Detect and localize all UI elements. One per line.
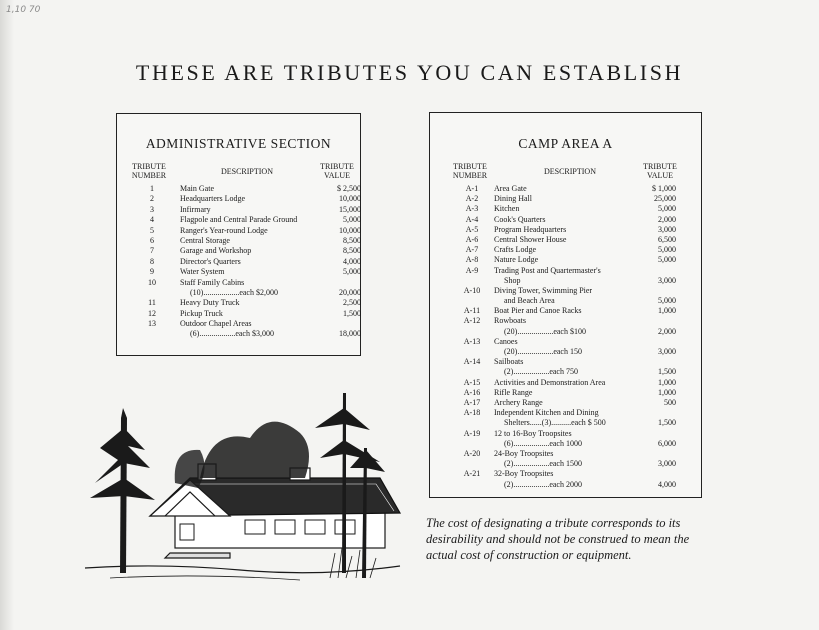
tribute-value: 3,000 <box>658 459 676 469</box>
camp-area-a-table <box>429 112 702 498</box>
tribute-value: 3,000 <box>658 275 676 285</box>
tribute-value: 5,000 <box>658 204 676 214</box>
tribute-description-detail: (20)..................each $100 <box>504 326 586 336</box>
tribute-description: Pickup Truck <box>180 308 223 318</box>
tribute-description-detail: and Beach Area <box>504 296 555 306</box>
tribute-number: 11 <box>148 298 156 308</box>
tribute-number: A-11 <box>463 306 481 316</box>
table-row <box>430 357 701 377</box>
tribute-value: 1,500 <box>343 308 361 318</box>
tribute-description: Trading Post and Quartermaster's <box>494 265 601 275</box>
tribute-description: Flagpole and Central Parade Ground <box>180 215 298 225</box>
tribute-number: A-7 <box>465 245 479 255</box>
table-row <box>430 286 701 306</box>
table-row <box>117 278 360 299</box>
administrative-column-headers <box>117 162 360 184</box>
tribute-description: Infirmary <box>180 204 211 214</box>
administrative-section-table <box>116 113 361 356</box>
tribute-number: 3 <box>150 204 154 214</box>
table-row <box>430 337 701 357</box>
table-row <box>430 255 701 265</box>
page-headline: THESE ARE TRIBUTES YOU CAN ESTABLISH <box>135 60 684 85</box>
tribute-number: A-14 <box>463 357 481 367</box>
tribute-description: Sailboats <box>494 357 524 367</box>
tribute-number: 9 <box>150 267 154 277</box>
table-row <box>430 316 701 336</box>
description-header: DESCRIPTION <box>543 167 596 176</box>
table-row <box>117 319 360 340</box>
tribute-description: Ranger's Year-round Lodge <box>180 225 268 235</box>
table-row <box>430 429 701 449</box>
tribute-value: 1,000 <box>658 306 676 316</box>
tribute-description: Rifle Range <box>494 387 533 397</box>
table-row <box>430 469 701 489</box>
tribute-value: 6,000 <box>658 438 676 448</box>
tribute-description: Headquarters Lodge <box>180 194 246 204</box>
tribute-description: Central Storage <box>180 235 230 245</box>
tribute-number: A-2 <box>465 194 479 204</box>
table-row <box>117 298 360 308</box>
table-row <box>430 398 701 408</box>
tribute-number: 10 <box>148 277 156 287</box>
tribute-description: Nature Lodge <box>494 255 539 265</box>
table-row <box>430 204 701 214</box>
table-row <box>117 267 360 277</box>
table-row <box>430 194 701 204</box>
table-row <box>430 388 701 398</box>
tribute-number: 8 <box>150 256 154 266</box>
tribute-value: 2,500 <box>343 298 361 308</box>
camp-area-a-title: CAMP AREA A <box>518 136 613 151</box>
tribute-description: Garage and Workshop <box>180 246 252 256</box>
tribute-value: $ 1,000 <box>652 184 676 193</box>
administrative-section-title: ADMINISTRATIVE SECTION <box>145 136 332 151</box>
table-row <box>117 236 360 246</box>
tribute-number: A-17 <box>463 398 481 408</box>
tribute-number: A-20 <box>463 448 481 458</box>
tribute-number: A-9 <box>465 265 479 275</box>
tribute-description: Outdoor Chapel Areas <box>180 319 252 329</box>
tribute-value: 25,000 <box>654 194 676 204</box>
tribute-description-detail: (6)..................each 1000 <box>504 438 582 448</box>
tribute-number: A-8 <box>465 255 479 265</box>
tribute-value: $ 2,500 <box>337 184 361 193</box>
tribute-value: 5,000 <box>343 267 361 277</box>
tribute-number: 5 <box>150 225 154 235</box>
table-row <box>117 257 360 267</box>
table-row <box>430 184 701 194</box>
tribute-number: 6 <box>150 235 154 245</box>
tribute-number: A-1 <box>465 184 479 193</box>
tribute-number: 2 <box>150 194 154 204</box>
tribute-description-detail: Shop <box>504 275 521 285</box>
tribute-description: Dining Hall <box>494 194 532 204</box>
table-row <box>430 408 701 428</box>
tribute-description: 24-Boy Troopsites <box>494 448 554 458</box>
tribute-number: 7 <box>150 246 154 256</box>
tribute-description: Activities and Demonstration Area <box>494 377 606 387</box>
tribute-description: Central Shower House <box>494 234 567 244</box>
tribute-number: 1 <box>150 184 154 193</box>
table-row <box>117 194 360 204</box>
tribute-description: 12 to 16-Boy Troopsites <box>494 428 572 438</box>
tribute-value: 8,500 <box>343 246 361 256</box>
tribute-description: Director's Quarters <box>180 256 241 266</box>
tribute-description: Crafts Lodge <box>494 245 536 255</box>
tribute-value: 4,000 <box>658 479 676 489</box>
tribute-value: 5,000 <box>658 255 676 265</box>
table-row <box>117 226 360 236</box>
tribute-number-header: TRIBUTE NUMBER <box>452 162 488 180</box>
tribute-value: 5,000 <box>658 245 676 255</box>
handwritten-note: 1,10 70 <box>6 5 41 15</box>
tribute-value: 1,500 <box>658 418 676 428</box>
tribute-number: 12 <box>148 308 156 318</box>
tribute-value: 3,000 <box>658 224 676 234</box>
tribute-number: A-12 <box>463 316 481 326</box>
table-row <box>430 235 701 245</box>
tribute-description: Canoes <box>494 336 518 346</box>
tribute-value: 1,000 <box>658 387 676 397</box>
tribute-value: 15,000 <box>339 204 361 214</box>
tribute-number-header: TRIBUTE NUMBER <box>131 162 167 180</box>
description-header: DESCRIPTION <box>220 167 273 176</box>
tribute-number: A-13 <box>463 336 481 346</box>
tribute-value: 500 <box>664 398 676 408</box>
tribute-description: Area Gate <box>494 184 527 193</box>
administrative-rows <box>117 184 360 340</box>
tribute-number: 4 <box>150 215 154 225</box>
tribute-number: A-18 <box>463 408 481 418</box>
tribute-description: Water System <box>180 267 225 277</box>
tribute-value: 5,000 <box>658 296 676 306</box>
tribute-description: Archery Range <box>494 398 543 408</box>
lodge-illustration <box>80 388 410 583</box>
tribute-description: Heavy Duty Truck <box>180 298 240 308</box>
tribute-value: 10,000 <box>339 194 361 204</box>
tribute-value-header: TRIBUTE VALUE <box>320 162 354 180</box>
camp-rows <box>430 184 701 490</box>
tribute-value: 10,000 <box>339 225 361 235</box>
table-row <box>430 449 701 469</box>
table-row <box>430 378 701 388</box>
tribute-value: 4,000 <box>343 256 361 266</box>
cost-disclaimer-note: The cost of designating a tribute corresponds to its desirability and should not be construed to mean the actual cost of construction or equipment. <box>426 516 690 562</box>
page-binding-shadow <box>0 0 14 630</box>
tribute-value: 1,000 <box>658 377 676 387</box>
tribute-value: 20,000 <box>339 287 361 297</box>
tribute-number: 13 <box>148 319 156 329</box>
tribute-number: A-3 <box>465 204 479 214</box>
tribute-description-detail: Shelters......(3)..........each $ 500 <box>504 418 606 428</box>
tribute-description: Kitchen <box>494 204 520 214</box>
tribute-number: A-21 <box>463 469 481 479</box>
tribute-number: A-19 <box>463 428 481 438</box>
tribute-number: A-5 <box>465 224 479 234</box>
table-row <box>430 306 701 316</box>
table-row <box>430 266 701 286</box>
tribute-number: A-4 <box>465 214 479 224</box>
tribute-description: Diving Tower, Swimming Pier <box>494 285 593 295</box>
tribute-value: 1,500 <box>658 367 676 377</box>
tribute-description: Cook's Quarters <box>494 214 546 224</box>
tribute-description: Program Headquarters <box>494 224 567 234</box>
table-row <box>117 205 360 215</box>
table-row <box>117 246 360 256</box>
tribute-value-header: TRIBUTE VALUE <box>643 162 677 180</box>
table-row <box>430 225 701 235</box>
tribute-number: A-10 <box>463 285 481 295</box>
tribute-number: A-15 <box>463 377 481 387</box>
tribute-description-detail: (10)..................each $2,000 <box>190 287 278 297</box>
tribute-value: 18,000 <box>339 329 361 339</box>
tribute-description: Rowboats <box>494 316 526 326</box>
tribute-description-detail: (20)..................each 150 <box>504 347 582 357</box>
table-row <box>117 215 360 225</box>
tribute-description: Boat Pier and Canoe Racks <box>494 306 582 316</box>
tribute-value: 8,500 <box>343 235 361 245</box>
table-row <box>430 215 701 225</box>
tribute-description-detail: (2)..................each 750 <box>504 367 578 377</box>
table-row <box>117 309 360 319</box>
tribute-value: 5,000 <box>343 215 361 225</box>
tribute-value: 3,000 <box>658 347 676 357</box>
tribute-number: A-16 <box>463 387 481 397</box>
tribute-value: 6,500 <box>658 234 676 244</box>
tribute-description-detail: (6)..................each $3,000 <box>190 329 274 339</box>
tribute-description: Staff Family Cabins <box>180 277 245 287</box>
table-row <box>430 245 701 255</box>
tribute-description-detail: (2)..................each 1500 <box>504 459 582 469</box>
tribute-value: 2,000 <box>658 326 676 336</box>
tribute-value: 2,000 <box>658 214 676 224</box>
tribute-description: Independent Kitchen and Dining <box>494 408 599 418</box>
camp-column-headers <box>430 162 701 184</box>
tribute-number: A-6 <box>465 234 479 244</box>
tribute-description: Main Gate <box>180 184 214 193</box>
tribute-description-detail: (2)..................each 2000 <box>504 479 582 489</box>
table-row <box>117 184 360 194</box>
tribute-description: 32-Boy Troopsites <box>494 469 554 479</box>
